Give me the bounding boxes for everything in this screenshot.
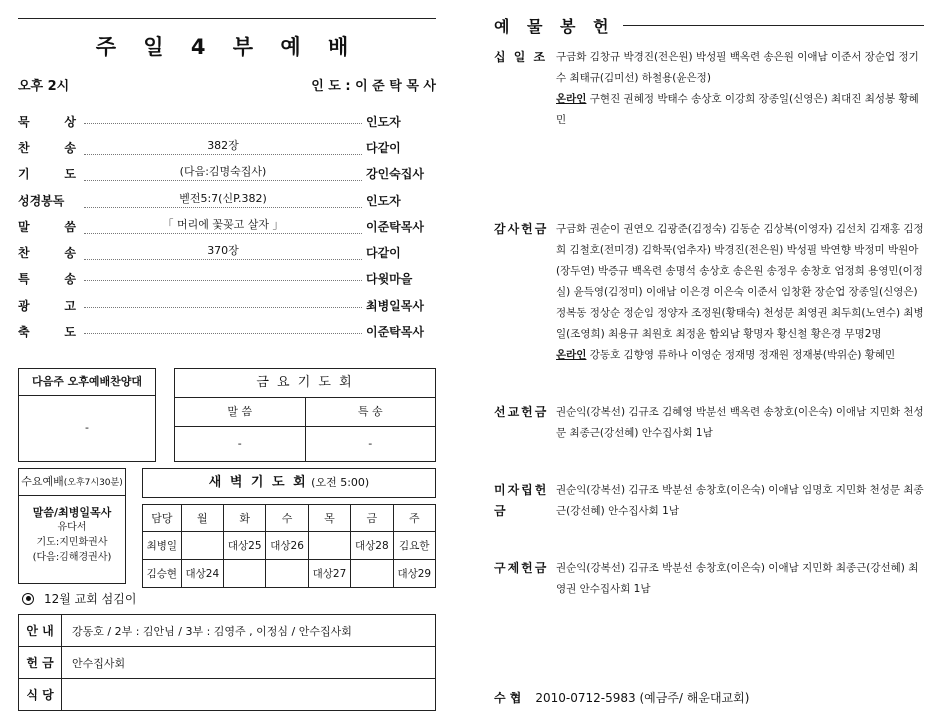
order-row xyxy=(18,292,436,318)
choir-header: 다음주 오후예배찬양대 xyxy=(19,369,155,396)
order-label: 성경봉독 xyxy=(18,193,65,208)
dawn-cell: 김승현 xyxy=(143,560,182,588)
offering-names: 권순익(강복선) 김규조 박분선 송창호(이은숙) 이애남 지민화 최종근(강선혜) 최영권 안수집사회 1남 xyxy=(556,562,919,595)
offering-section xyxy=(494,480,924,522)
top-divider xyxy=(18,18,436,19)
dawn-cell: 대상25 xyxy=(224,532,266,560)
offering-category: 감사헌금 xyxy=(494,222,549,236)
offering-names: 구금화 권순이 권연오 김광준(김정숙) 김동순 김상복(이영자) 김선치 김재홍 김정희 김철호(전미경) 김학묵(엄추자) 박경진(전은원) 박성필 박연향 박정미 박원아(장두연) 박증규 백옥련 송명석 송상호 송은원 송정우 송창호 엄정희 용영민(이정실) 윤득영(김정미) 이애남 이은경 이은숙 이준서 임창환 장순업 장종일(신영은) 정복동 정상순 정순임 정양자 조정원(황태숙) 천성문 최영권 최두희(노연수) 최병일(조영희) 최용규 최원호 최정윤 함외남 황명자 황신철 황은경 무명2명 xyxy=(556,223,924,340)
dawn-col-header: 목 xyxy=(308,505,350,532)
online-label: 온라인 xyxy=(556,349,587,361)
order-detail: 벧전5:7(신P.382) xyxy=(173,192,273,205)
service-time: 오후 2시 xyxy=(18,79,70,94)
order-person: 강인숙집사 xyxy=(366,167,424,182)
dawn-col-header: 수 xyxy=(266,505,308,532)
choir-value: - xyxy=(85,421,89,434)
order-label: 말 씀 xyxy=(18,219,76,234)
dawn-col-header: 화 xyxy=(224,505,266,532)
offering-category: 십 일 조 xyxy=(494,50,548,64)
wednesday-passage: 유다서 xyxy=(57,522,87,533)
dawn-cell: 최병일 xyxy=(143,532,182,560)
dotted-leader xyxy=(84,280,362,281)
table-row xyxy=(19,679,436,711)
order-label: 기 도 xyxy=(18,167,76,182)
order-detail: 「 머리에 꽃꽂고 살자 」 xyxy=(157,218,290,231)
worship-order-panel xyxy=(18,18,436,345)
order-detail: 370장 xyxy=(201,244,245,257)
dawn-cell: 대상27 xyxy=(308,560,350,588)
offering-category: 구제헌금 xyxy=(494,561,549,575)
order-row xyxy=(18,266,436,292)
order-person: 이준탁목사 xyxy=(366,219,424,234)
order-detail: (다음:김명숙집사) xyxy=(174,165,273,178)
servants-value: 안수집사회 xyxy=(62,647,436,679)
time-row xyxy=(18,75,436,94)
dawn-cell: 대상26 xyxy=(266,532,308,560)
dawn-col-header: 주 xyxy=(393,505,435,532)
dawn-cell xyxy=(224,560,266,588)
servants-heading: 12월 교회 섬김이 xyxy=(22,590,136,607)
offering-names: 권순익(강복선) 김규조 박분선 송창호(이은숙) 이애남 임명호 지민화 천성문 최종근(강선혜) 안수집사회 1남 xyxy=(556,484,924,517)
order-label: 축 도 xyxy=(18,325,76,340)
order-row xyxy=(18,239,436,265)
wednesday-time: (오후7시30분) xyxy=(63,478,123,488)
offering-sections xyxy=(494,47,924,600)
order-row xyxy=(18,318,436,344)
order-person: 최병일목사 xyxy=(366,298,424,313)
order-person: 이준탁목사 xyxy=(366,325,424,340)
wednesday-speaker: 말씀/최병일목사 xyxy=(32,506,112,519)
table-row xyxy=(19,647,436,679)
dotted-leader xyxy=(84,307,362,308)
order-row xyxy=(18,108,436,134)
dawn-prayer-header: 새 벽 기 도 회 (오전 5:00) xyxy=(142,468,436,498)
table-row xyxy=(143,560,436,588)
servants-value: 강동호 / 2부 : 김안님 / 3부 : 김영주 , 이정심 / 안수집사회 xyxy=(62,615,436,647)
choir-box xyxy=(18,368,156,462)
servants-key: 식 당 xyxy=(19,679,62,711)
order-row xyxy=(18,213,436,239)
order-detail: 382장 xyxy=(201,139,245,152)
order-label: 찬 송 xyxy=(18,246,76,261)
offering-title: 예 물 봉 헌 xyxy=(494,17,615,36)
order-row xyxy=(18,187,436,213)
order-person: 다같이 xyxy=(366,246,401,261)
offering-names: 권순익(강복선) 김규조 김혜영 박분선 백옥련 송창호(이은숙) 이애남 지민화 천성문 최종근(강선혜) 안수집사회 1남 xyxy=(556,406,924,439)
friday-header: 금 요 기 도 회 xyxy=(175,369,435,398)
friday-song-value: - xyxy=(368,437,373,450)
dawn-col-header: 월 xyxy=(181,505,223,532)
servants-value xyxy=(62,679,436,711)
order-list xyxy=(18,108,436,345)
friday-sermon-value: - xyxy=(175,427,306,461)
wednesday-header: 수요예배 xyxy=(21,475,64,488)
dotted-leader xyxy=(84,333,362,334)
dawn-cell: 대상29 xyxy=(393,560,435,588)
table-row xyxy=(143,532,436,560)
online-names: 강동호 김향영 류하나 이영순 정재명 정재원 정재봉(박위순) 황혜민 xyxy=(589,349,896,361)
offering-section xyxy=(494,47,924,131)
wednesday-box xyxy=(18,468,126,584)
order-label: 특 송 xyxy=(18,272,76,287)
wednesday-prayer: 기도:지민화권사 xyxy=(36,537,108,548)
dotted-leader xyxy=(84,123,362,124)
dawn-cell xyxy=(308,532,350,560)
service-leader: 인 도 : 이 준 탁 목 사 xyxy=(311,79,436,94)
order-row xyxy=(18,134,436,160)
order-person: 인도자 xyxy=(366,193,401,208)
friday-col-special-song: 특 송 xyxy=(357,405,383,418)
order-person: 다같이 xyxy=(366,140,401,155)
dawn-cell xyxy=(351,560,393,588)
dawn-cell: 대상28 xyxy=(351,532,393,560)
friday-prayer-box xyxy=(174,368,436,462)
offering-names: 구금화 김창규 박경진(전은원) 박성필 백옥련 송은원 이애남 이준서 장순업 정기수 최태규(김미선) 하철용(윤은정) xyxy=(556,51,919,84)
offering-category: 미자립헌금 xyxy=(494,483,549,518)
online-names: 구현진 권혜정 박태수 송상호 이강희 장종일(신영은) 최대진 최성봉 황혜민 xyxy=(556,93,919,126)
order-person: 인도자 xyxy=(366,114,401,129)
servants-table xyxy=(18,614,436,711)
offering-panel xyxy=(494,14,924,600)
wednesday-next: (다음:김해경권사) xyxy=(32,552,112,563)
offering-section xyxy=(494,219,924,366)
offering-divider xyxy=(623,25,924,26)
service-title: 주 일 4 부 예 배 xyxy=(95,35,359,59)
dawn-cell: 김요한 xyxy=(393,532,435,560)
dawn-col-header: 담당 xyxy=(143,505,182,532)
servants-key: 안 내 xyxy=(19,615,62,647)
dawn-prayer-table xyxy=(142,504,436,588)
order-label: 묵 상 xyxy=(18,114,76,129)
offering-section xyxy=(494,558,924,600)
order-person: 다윗마을 xyxy=(366,272,413,287)
order-label: 찬 송 xyxy=(18,140,76,155)
order-row xyxy=(18,161,436,187)
order-label: 광 고 xyxy=(18,298,76,313)
dawn-cell: 대상24 xyxy=(181,560,223,588)
friday-col-sermon: 말 씀 xyxy=(175,398,306,426)
offering-category: 선교헌금 xyxy=(494,405,549,419)
offering-section xyxy=(494,402,924,444)
dawn-cell xyxy=(266,560,308,588)
table-row xyxy=(19,615,436,647)
bullet-icon xyxy=(22,593,34,605)
bank-account: 수 협 2010-0712-5983 (예금주/ 해운대교회) xyxy=(494,691,750,705)
online-label: 온라인 xyxy=(556,93,587,105)
dawn-col-header: 금 xyxy=(351,505,393,532)
dawn-cell xyxy=(181,532,223,560)
servants-key: 헌 금 xyxy=(19,647,62,679)
